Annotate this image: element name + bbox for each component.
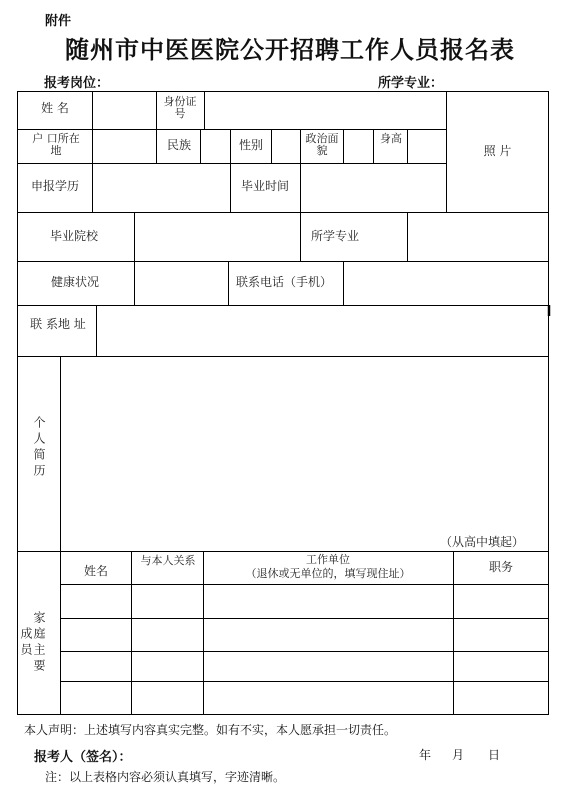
position-applied-label: 报考岗位： [44, 76, 110, 91]
declaration-text: 本人声明：上述填写内容真实完整。如有不实，本人愿承担一切责任。 [24, 723, 397, 737]
family-work-note: （退休或无单位的，填写现住址） [245, 567, 411, 580]
hukou-label: 户 口所在地 [32, 132, 80, 157]
date-month-label: 月 [452, 748, 465, 762]
resume-note: （从高中填起） [439, 535, 524, 549]
major-label: 所学专业 [310, 229, 359, 243]
gender-label: 性别 [238, 138, 263, 152]
resume-label: 个人简历 [32, 416, 46, 480]
ethnicity-label: 民族 [166, 138, 191, 152]
school-label: 毕业院校 [49, 229, 98, 243]
major-header-label: 所学专业： [378, 76, 444, 91]
family-members-label: 家庭主要成员 [19, 611, 46, 675]
signer-label: 报考人（签名）： [34, 750, 132, 765]
id-card-label: 身份证号 [163, 95, 197, 120]
health-label: 健康状况 [50, 275, 99, 289]
height-label: 身高 [380, 132, 402, 145]
phone-label: 联系电话（手机） [235, 275, 332, 289]
footer-note: 注：以上表格内容必须认真填写，字迹清晰。 [45, 770, 286, 784]
family-position-header: 职务 [488, 560, 513, 574]
photo-label: 照 片 [483, 144, 512, 158]
family-name-header: 姓名 [83, 564, 108, 578]
education-label: 申报学历 [30, 179, 79, 193]
attachment-label: 附件 [45, 14, 72, 29]
form-title: 随州市中医医院公开招聘工作人员报名表 [65, 35, 515, 64]
date-year-label: 年 [419, 748, 432, 762]
family-relation-header: 与本人关系 [140, 554, 196, 567]
political-label: 政治面貌 [305, 132, 339, 157]
family-work-header: 工作单位 [306, 553, 350, 566]
date-day-label: 日 [488, 748, 501, 762]
grad-time-label: 毕业时间 [240, 179, 289, 193]
name-label: 姓 名 [41, 101, 69, 115]
address-label: 联 系地 址 [30, 317, 86, 331]
